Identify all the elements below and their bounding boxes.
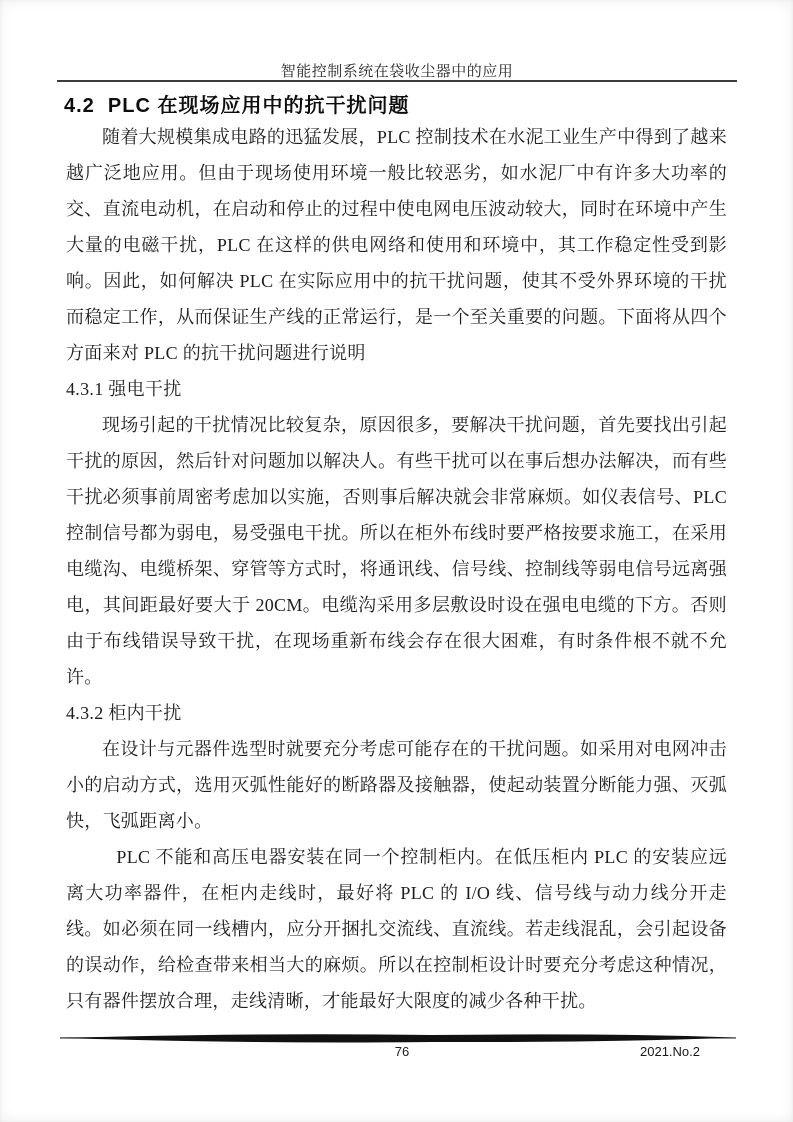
page-number: 76 [394, 1044, 410, 1059]
subsection-heading-strong-current: 4.3.1 强电干扰 [66, 379, 182, 399]
issue-number: 2021.No.2 [640, 1044, 700, 1059]
header-rule [57, 80, 737, 82]
running-title: 智能控制系统在袋收尘器中的应用 [280, 64, 514, 80]
section-heading: 4.2 PLC 在现场应用中的抗干扰问题 [64, 95, 410, 117]
paragraph-intro: 随着大规模集成电路的迅猛发展，PLC 控制技术在水泥工业生产中得到了越来越广泛地应用。但由于现场使用环境一般比较恶劣，如水泥厂中有许多大功率的交、直流电动机，在启动和停止的过程中使电网电压波动较大，同时在环境中产生大量的电磁干扰，PLC 在这样的供电网络和使用和环境中，其工作稳定性受到影响。因此，如何解决 PLC 在实际应用中的抗干扰问题，使其不受外界环境的干扰而稳定工作，从而保证生产线的正常运行，是一个至关重要的问题。下面将从四个方面来对 PLC 的抗干扰问题进行说明 [66, 127, 727, 363]
paragraph-cabinet-design: 在设计与元器件选型时就要充分考虑可能存在的干扰问题。如采用对电网冲击小的启动方式，选用灭弧性能好的断路器及接触器，使起动装置分断能力强、灭弧快，飞弧距离小。 [66, 739, 727, 831]
paragraph-strong-current: 现场引起的干扰情况比较复杂，原因很多，要解决干扰问题，首先要找出引起干扰的原因，然后针对问题加以解决人。有些干扰可以在事后想办法解决，而有些干扰必须事前周密考虑加以实施，否则事后解决就会非常麻烦。如仪表信号、PLC 控制信号都为弱电，易受强电干扰。所以在柜外布线时要严格按要求施工，在采用电缆沟、电缆桥架、穿管等方式时，将通讯线、信号线、控制线等弱电信号远离强电，其间距最好要大于 20CM。电缆沟采用多层敷设时设在强电电缆的下方。否则由于布线错误导致干扰，在现场重新布线会存在很大困难，有时条件根不就不允许。 [66, 415, 727, 687]
document-body [66, 119, 727, 1019]
running-header [57, 60, 737, 81]
paragraph-cabinet-wiring: PLC 不能和高压电器安装在同一个控制柜内。在低压柜内 PLC 的安装应远离大功率器件，在柜内走线时，最好将 PLC 的 I/O 线、信号线与动力线分开走线。如必须在同一线槽内，应分开捆扎交流线、直流线。若走线混乱，会引起设备的误动作，给检查带来相当大的麻烦。所以在控制柜设计时要充分考虑这种情况，只有器件摆放合理，走线清晰，才能最好大限度的减少各种干扰。 [66, 847, 727, 1011]
subsection-heading-cabinet: 4.3.2 柜内干扰 [66, 703, 182, 723]
